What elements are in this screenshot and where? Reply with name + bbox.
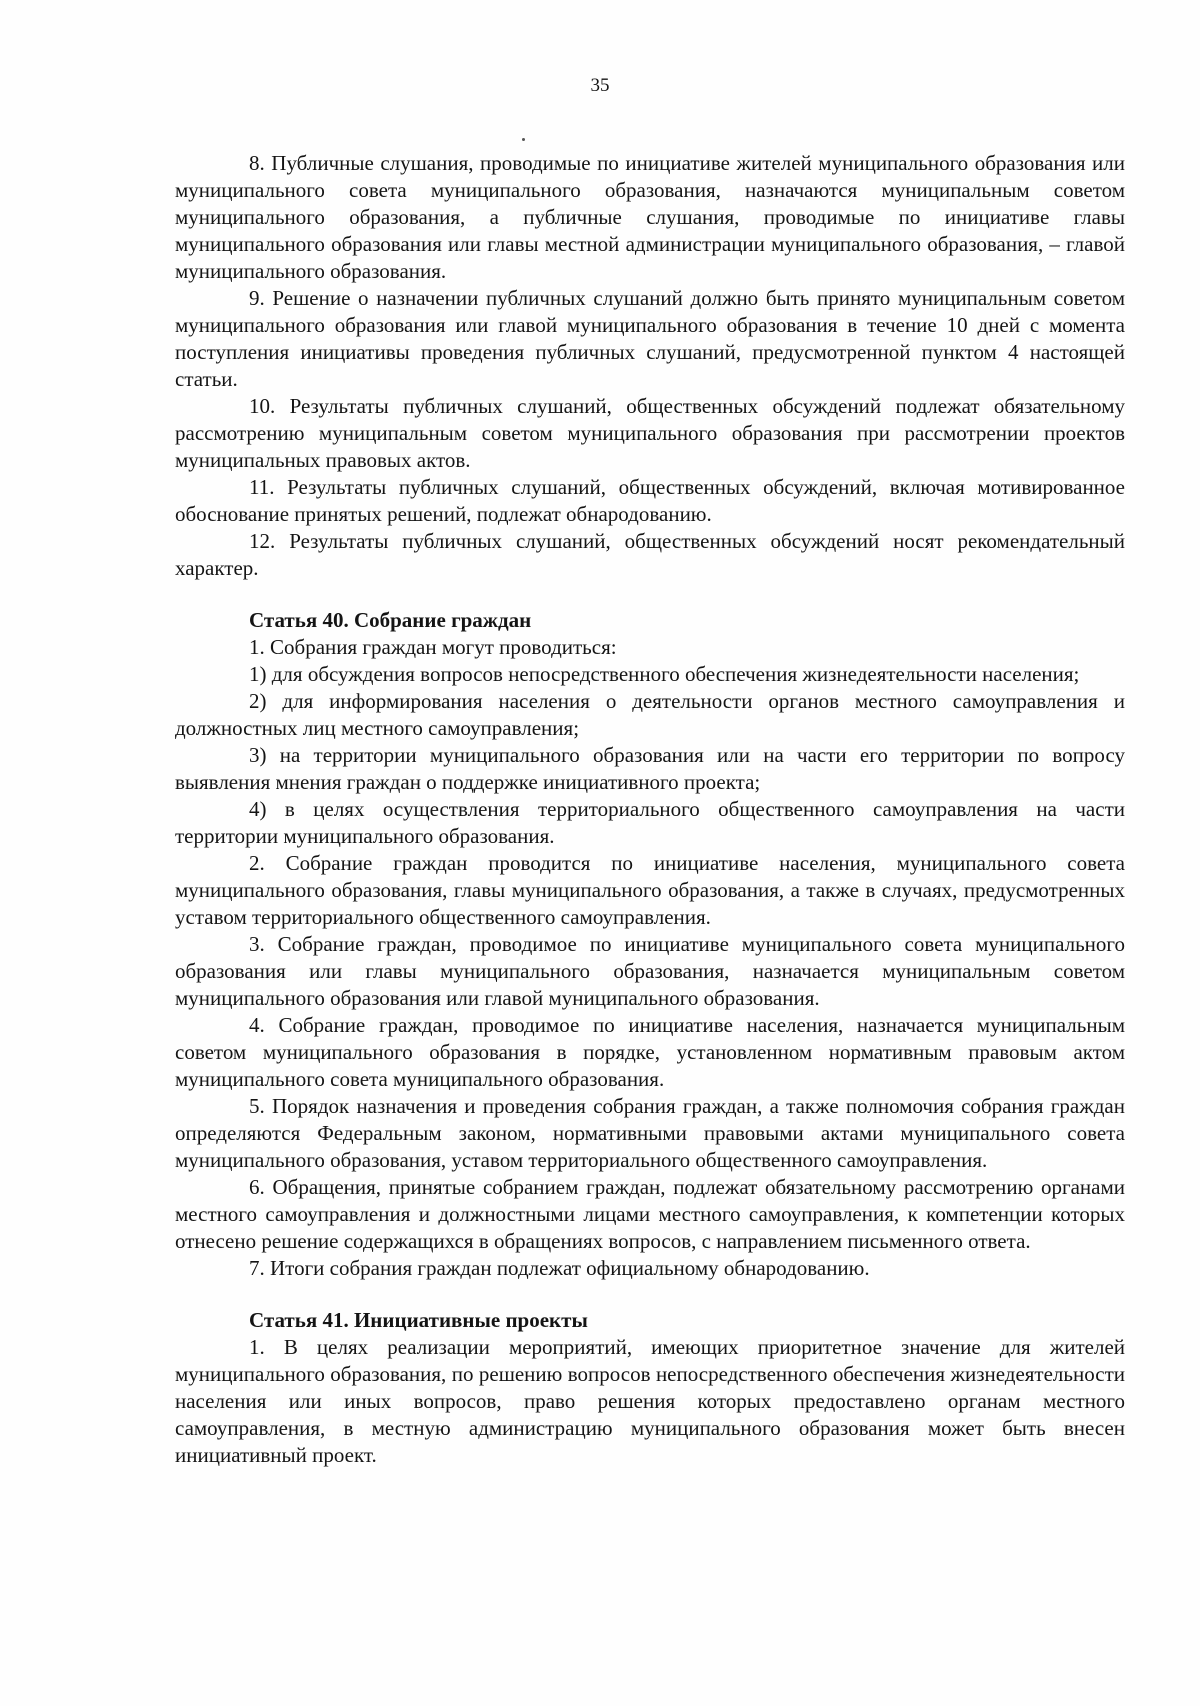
article-40-paragraph-4: 4. Собрание граждан, проводимое по инициативе населения, назначается муниципальным советом муниципального образования в порядке, установленном нормативным правовым актом муниципального совета муниципального образования. <box>175 1013 1125 1091</box>
paragraph-item-12: 12. Результаты публичных слушаний, общественных обсуждений носят рекомендательный характер. <box>175 529 1125 580</box>
paragraph-item-9: 9. Решение о назначении публичных слушаний должно быть принято муниципальным советом муниципального образования или главой муниципального образования в течение 10 дней с момента поступления инициативы проведения публичных слушаний, предусмотренной пунктом 4 настоящей статьи. <box>175 286 1125 391</box>
article-39-continuation <box>175 150 1125 582</box>
article-40-subitem-3: 3) на территории муниципального образования или на части его территории по вопросу выявления мнения граждан о поддержке инициативного проекта; <box>175 743 1125 794</box>
article-40-paragraph-1: 1. Собрания граждан могут проводиться: <box>249 635 617 659</box>
article-41-title: Статья 41. Инициативные проекты <box>249 1308 588 1332</box>
section-spacer <box>175 1282 1125 1307</box>
paragraph-item-11: 11. Результаты публичных слушаний, общественных обсуждений, включая мотивированное обоснование принятых решений, подлежат обнародованию. <box>175 475 1125 526</box>
article-40-subitem-4: 4) в целях осуществления территориального общественного самоуправления на части территории муниципального образования. <box>175 797 1125 848</box>
article-40 <box>175 607 1125 1282</box>
article-40-paragraph-3: 3. Собрание граждан, проводимое по инициативе муниципального совета муниципального образования или главы муниципального образования, назначается муниципальным советом муниципального образования или главой муниципального образования. <box>175 932 1125 1010</box>
article-41 <box>175 1307 1125 1469</box>
article-40-subitem-2: 2) для информирования населения о деятельности органов местного самоуправления и должностных лиц местного самоуправления; <box>175 689 1125 740</box>
article-40-paragraph-5: 5. Порядок назначения и проведения собрания граждан, а также полномочия собрания граждан определяются Федеральным законом, нормативными правовыми актами муниципального совета муниципального образования, уставом территориального общественного самоуправления. <box>175 1094 1125 1172</box>
article-40-title: Статья 40. Собрание граждан <box>249 608 532 632</box>
page-number: 35 <box>590 75 610 96</box>
article-40-subitem-1: 1) для обсуждения вопросов непосредственного обеспечения жизнедеятельности населения; <box>249 662 1080 686</box>
document-body <box>175 150 1125 1469</box>
paragraph-item-8: 8. Публичные слушания, проводимые по инициативе жителей муниципального образования или муниципального совета муниципального образования, назначаются муниципальным советом муниципального образования, а публичные слушания, проводимые по инициативе главы муниципального образования или главы местной администрации муниципального образования, – главой муниципального образования. <box>175 151 1125 283</box>
article-41-paragraph-1: 1. В целях реализации мероприятий, имеющих приоритетное значение для жителей муниципального образования, по решению вопросов непосредственного обеспечения жизнедеятельности населения или иных вопросов, право решения которых предоставлено органам местного самоуправления, в местную администрацию муниципального образования может быть внесен инициативный проект. <box>175 1335 1125 1467</box>
article-40-paragraph-7: 7. Итоги собрания граждан подлежат официальному обнародованию. <box>249 1256 870 1280</box>
article-40-paragraph-2: 2. Собрание граждан проводится по инициативе населения, муниципального совета муниципального образования, главы муниципального образования, а также в случаях, предусмотренных уставом территориального общественного самоуправления. <box>175 851 1125 929</box>
section-spacer <box>175 582 1125 607</box>
paragraph-item-10: 10. Результаты публичных слушаний, общественных обсуждений подлежат обязательному рассмотрению муниципальным советом муниципального образования при рассмотрении проектов муниципальных правовых актов. <box>175 394 1125 472</box>
scan-artifact-dot <box>522 138 525 141</box>
article-40-paragraph-6: 6. Обращения, принятые собранием граждан, подлежат обязательному рассмотрению органами местного самоуправления и должностными лицами местного самоуправления, к компетенции которых отнесено решение содержащихся в обращениях вопросов, с направлением письменного ответа. <box>175 1175 1125 1253</box>
